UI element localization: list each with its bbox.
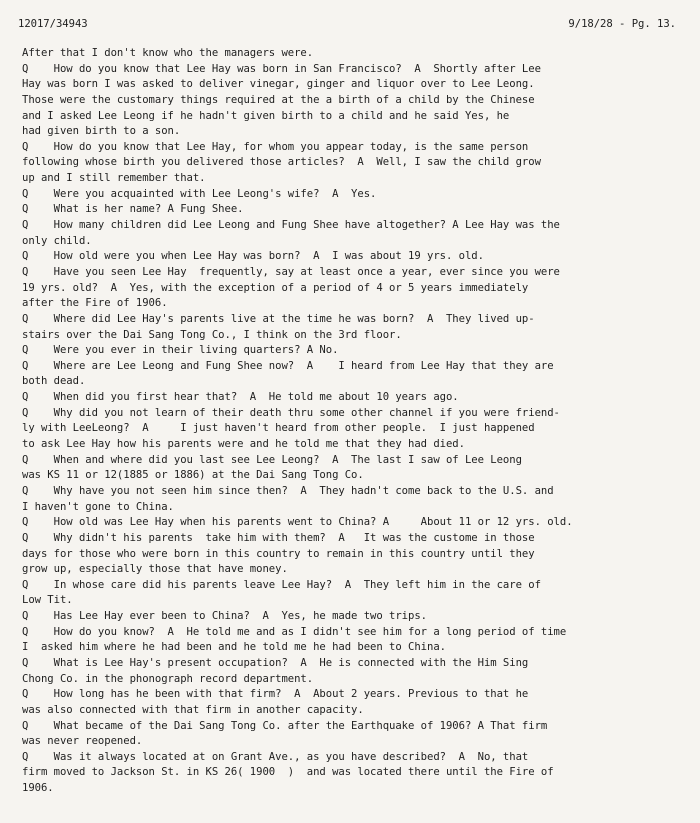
text-line: Those were the customary things required at the a birth of a child by the Chinese bbox=[22, 93, 535, 106]
text-line: up and I still remember that. bbox=[22, 172, 206, 185]
date-page-number: 9/18/28 - Pg. 13. bbox=[568, 18, 676, 30]
text-line: only child. bbox=[22, 234, 92, 247]
text-line: stairs over the Dai Sang Tong Co., I think on the 3rd floor. bbox=[22, 328, 402, 341]
text-line: after the Fire of 1906. bbox=[22, 297, 168, 310]
text-line: Q Has Lee Hay ever been to China? A Yes, he made two trips. bbox=[22, 610, 427, 623]
text-line: Q How old were you when Lee Hay was born? A I was about 19 yrs. old. bbox=[22, 250, 484, 263]
text-line: Q Was it always located at on Grant Ave., as you have described? A No, that bbox=[22, 750, 529, 763]
text-line: 19 yrs. old? A Yes, with the exception of a period of 4 or 5 years immediately bbox=[22, 281, 529, 294]
text-line: I asked him where he had been and he told me he had been to China. bbox=[22, 641, 446, 654]
text-line: ly with LeeLeong? A I just haven't heard from other people. I just happened bbox=[22, 422, 535, 435]
text-line: Q Where did Lee Hay's parents live at the time he was born? A They lived up- bbox=[22, 312, 535, 325]
text-line: Q What became of the Dai Sang Tong Co. after the Earthquake of 1906? A That firm bbox=[22, 719, 548, 732]
text-line: was also connected with that firm in another capacity. bbox=[22, 703, 364, 716]
text-line: Q In whose care did his parents leave Lee Hay? A They left him in the care of bbox=[22, 578, 541, 591]
text-line: Hay was born I was asked to deliver vinegar, ginger and liquor over to Lee Leong. bbox=[22, 78, 535, 91]
text-line: to ask Lee Hay how his parents were and he told me that they had died. bbox=[22, 438, 465, 451]
text-line: Q How long has he been with that firm? A About 2 years. Previous to that he bbox=[22, 688, 529, 701]
page-header bbox=[18, 18, 676, 32]
file-number: 12017/34943 bbox=[18, 18, 88, 30]
text-line: Q Why didn't his parents take him with them? A It was the custome in those bbox=[22, 531, 535, 544]
text-line: Q What is her name? A Fung Shee. bbox=[22, 203, 244, 216]
text-line: Low Tit. bbox=[22, 594, 73, 607]
text-line: following whose birth you delivered those articles? A Well, I saw the child grow bbox=[22, 156, 541, 169]
text-line: Q Why have you not seen him since then? A They hadn't come back to the U.S. and bbox=[22, 484, 554, 497]
text-line: was KS 11 or 12(1885 or 1886) at the Dai Sang Tong Co. bbox=[22, 469, 364, 482]
text-line: Q Have you seen Lee Hay frequently, say at least once a year, ever since you were bbox=[22, 265, 560, 278]
text-line: was never reopened. bbox=[22, 735, 143, 748]
text-line: Q What is Lee Hay's present occupation? A He is connected with the Him Sing bbox=[22, 656, 529, 669]
text-line: Q Were you acquainted with Lee Leong's wife? A Yes. bbox=[22, 187, 377, 200]
text-line: 1906. bbox=[22, 782, 54, 795]
text-line: days for those who were born in this country to remain in this country until they bbox=[22, 547, 535, 560]
text-line: Q Why did you not learn of their death thru some other channel if you were friend- bbox=[22, 406, 560, 419]
text-line: grow up, especially those that have money. bbox=[22, 563, 288, 576]
text-line: had given birth to a son. bbox=[22, 125, 181, 138]
text-line: Q How many children did Lee Leong and Fung Shee have altogether? A Lee Hay was the bbox=[22, 219, 560, 232]
text-line: Q When did you first hear that? A He told me about 10 years ago. bbox=[22, 391, 459, 404]
text-line: Q When and where did you last see Lee Leong? A The last I saw of Lee Leong bbox=[22, 453, 522, 466]
text-line: Q How old was Lee Hay when his parents went to China? A About 11 or 12 yrs. old. bbox=[22, 516, 573, 529]
text-line: Q Where are Lee Leong and Fung Shee now? A I heard from Lee Hay that they are bbox=[22, 359, 554, 372]
text-line: I haven't gone to China. bbox=[22, 500, 174, 513]
text-line: firm moved to Jackson St. in KS 26( 1900 ) and was located there until the Fire of bbox=[22, 766, 554, 779]
testimony-body bbox=[22, 46, 676, 797]
text-line: After that I don't know who the managers were. bbox=[22, 47, 314, 59]
text-line: Q Were you ever in their living quarters? A No. bbox=[22, 344, 339, 357]
text-line: Q How do you know? A He told me and as I didn't see him for a long period of time bbox=[22, 625, 567, 638]
text-line: both dead. bbox=[22, 375, 86, 388]
text-line: Chong Co. in the phonograph record department. bbox=[22, 672, 314, 685]
text-line: Q How do you know that Lee Hay, for whom you appear today, is the same person bbox=[22, 140, 529, 153]
text-line: and I asked Lee Leong if he hadn't given birth to a child and he said Yes, he bbox=[22, 109, 510, 122]
text-line: Q How do you know that Lee Hay was born in San Francisco? A Shortly after Lee bbox=[22, 62, 541, 75]
